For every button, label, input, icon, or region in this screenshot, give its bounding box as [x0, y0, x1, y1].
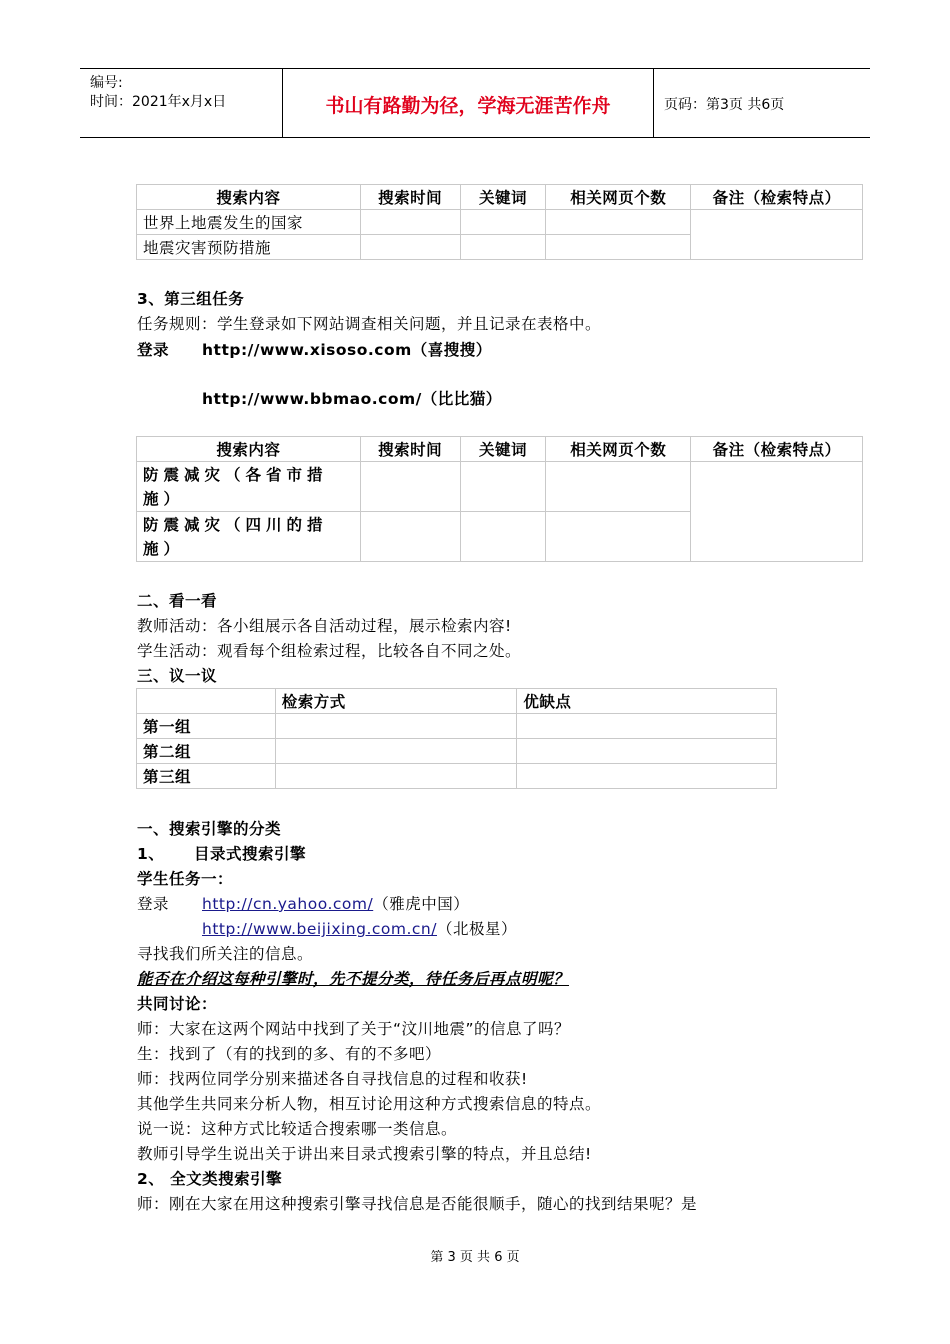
yahoo-link[interactable]: http://cn.yahoo.com/: [202, 895, 374, 913]
search-table-1: [136, 184, 863, 260]
cell-line: 防震减灾（四川的措: [143, 515, 328, 534]
dialog-line: 生：找到了（有的找到的多、有的不多吧）: [137, 1045, 442, 1063]
table-cell: [275, 739, 517, 764]
group3-rule: 任务规则：学生登录如下网站调查相关问题，并且记录在表格中。: [137, 315, 602, 333]
cell-line: 防震减灾（各省市措: [143, 465, 328, 484]
search-table-2: [136, 436, 863, 562]
dialog-line: 教师引导学生说出关于讲出来目录式搜索引擎的特点，并且总结!: [137, 1145, 592, 1163]
table-cell: 地震灾害预防措施: [137, 235, 361, 260]
teacher-activity: 教师活动：各小组展示各自活动过程，展示检索内容!: [137, 617, 512, 635]
table-header: 备注（检索特点）: [691, 437, 863, 462]
cell-line: 施）: [143, 539, 185, 558]
table-cell: 第一组: [137, 714, 276, 739]
url1-name: （雅虎中国）: [373, 895, 470, 913]
table-cell: [460, 210, 546, 235]
table-cell: [546, 210, 691, 235]
table-cell: 第三组: [137, 764, 276, 789]
page-footer: 第 3 页 共 6 页: [430, 1250, 520, 1265]
section2-title: 二、看一看: [137, 592, 218, 610]
section3-title: 三、议一议: [137, 667, 218, 685]
find-text: 寻找我们所关注的信息。: [137, 945, 314, 963]
table-cell: [691, 462, 863, 562]
login-label: 登录: [137, 341, 170, 359]
dialog-line: 师：大家在这两个网站中找到了关于“汶川地震”的信息了吗？: [137, 1020, 571, 1038]
table-cell: [691, 210, 863, 260]
sub1-title: 目录式搜索引擎: [194, 845, 307, 863]
table-cell: [546, 235, 691, 260]
table-cell: [275, 714, 517, 739]
site1-link[interactable]: http://www.xisoso.com（喜搜搜）: [202, 341, 492, 359]
sec1-title: 一、搜索引擎的分类: [137, 820, 282, 838]
table-cell: [360, 235, 460, 260]
table-header: 搜索时间: [360, 437, 460, 462]
dialog-line: 说一说：这种方式比较适合搜索哪一类信息。: [137, 1120, 458, 1138]
login-label-2: 登录: [137, 895, 170, 913]
table-header: 搜索时间: [360, 185, 460, 210]
table-cell: [517, 739, 777, 764]
header-motto-cell: [283, 69, 654, 137]
table-header: 优缺点: [517, 689, 777, 714]
table-header: 备注（检索特点）: [691, 185, 863, 210]
table-header: 搜索内容: [137, 437, 361, 462]
table-header: 相关网页个数: [546, 185, 691, 210]
header-left-cell: [80, 69, 283, 137]
table-cell: 世界上地震发生的国家: [137, 210, 361, 235]
url-line-2: [202, 919, 517, 939]
table-cell: [360, 512, 460, 562]
table-cell: [460, 462, 546, 512]
table-header: 相关网页个数: [546, 437, 691, 462]
group3-title: 3、第三组任务: [137, 290, 245, 308]
page-label: 页码：第3页 共6页: [664, 97, 785, 113]
page-header: [80, 68, 870, 138]
table-cell: [517, 764, 777, 789]
table-cell: [460, 235, 546, 260]
dialog-line: 其他学生共同来分析人物，相互讨论用这种方式搜索信息的特点。: [137, 1095, 602, 1113]
task1-title: 学生任务一：: [137, 870, 234, 888]
table-header: 搜索内容: [137, 185, 361, 210]
url-line-1: [202, 894, 469, 914]
discussion-table: [136, 688, 777, 789]
table-cell: 第二组: [137, 739, 276, 764]
table-header: 关键词: [460, 185, 546, 210]
table-cell: [360, 210, 460, 235]
note-text: 能否在介绍这每种引擎时，先不提分类，待任务后再点明呢？: [137, 970, 570, 988]
table-cell: [546, 512, 691, 562]
dialog-line: 师：找两位同学分别来描述各自寻找信息的过程和收获!: [137, 1070, 528, 1088]
beijixing-link[interactable]: http://www.beijixing.com.cn/: [202, 920, 437, 938]
table-cell: [460, 512, 546, 562]
table-header: [137, 689, 276, 714]
url2-name: （北极星）: [436, 920, 517, 938]
code-label: 编号:: [90, 75, 123, 91]
dialog-line: 师：刚在大家在用这种搜索引擎寻找信息是否能很顺手，随心的找到结果呢？是: [137, 1195, 698, 1213]
table-cell: [517, 714, 777, 739]
table-header: 关键词: [460, 437, 546, 462]
date-label: 时间：2021年x月x日: [90, 94, 227, 110]
site2-link[interactable]: http://www.bbmao.com/（比比猫）: [202, 390, 502, 408]
motto: 书山有路勤为径，学海无涯苦作舟: [325, 95, 611, 117]
table-cell: [546, 462, 691, 512]
table-cell: [137, 512, 361, 562]
table-header: 检索方式: [275, 689, 517, 714]
sub2-title: 2、 全文类搜索引擎: [137, 1170, 283, 1188]
table-cell: [137, 462, 361, 512]
table-cell: [275, 764, 517, 789]
sub1-num: 1、: [137, 845, 165, 863]
cell-line: 施）: [143, 489, 185, 508]
header-right-cell: [654, 69, 870, 137]
table-cell: [360, 462, 460, 512]
student-activity: 学生活动：观看每个组检索过程，比较各自不同之处。: [137, 642, 522, 660]
discuss-title: 共同讨论：: [137, 995, 218, 1013]
